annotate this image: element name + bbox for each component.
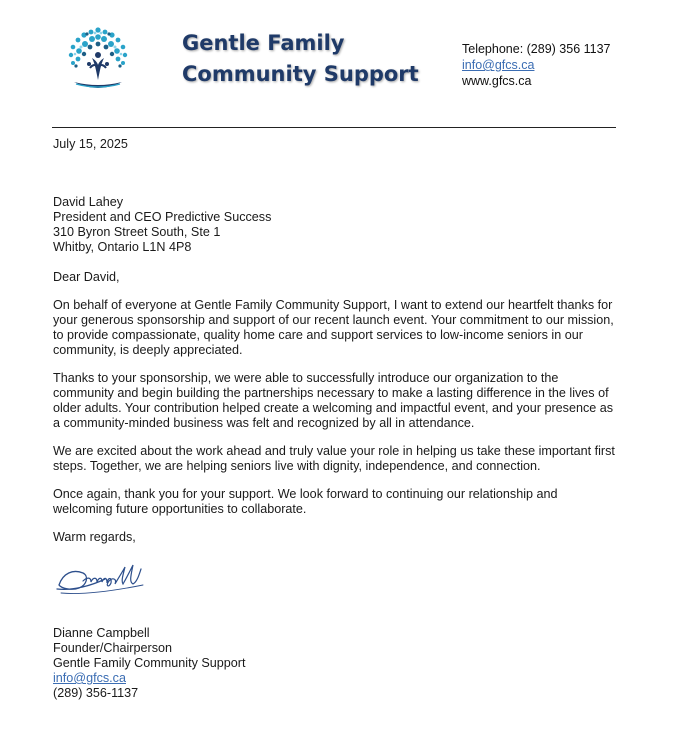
org-name-heading xyxy=(182,28,419,90)
closing: Warm regards, xyxy=(53,530,136,544)
body-paragraph-4: Once again, thank you for your support. We look forward to continuing our relationship and welcoming future opportunities to collaborate. xyxy=(53,487,558,516)
recipient-city: Whitby, Ontario L1N 4P8 xyxy=(53,240,192,254)
body-paragraph-1: On behalf of everyone at Gentle Family Community Support, I want to extend our heartfelt thanks for your generous sponsorship and support of our recent launch event. Your commitment to our mission, to provide compassionate, quality home care and support services to low-income seniors in our community, is deeply appreciated. xyxy=(53,298,614,357)
header-website: www.gfcs.ca xyxy=(462,74,532,88)
signer-title: Founder/Chairperson xyxy=(53,641,173,655)
recipient-street: 310 Byron Street South, Ste 1 xyxy=(53,225,221,239)
header-contact-block xyxy=(462,41,611,89)
recipient-name: David Lahey xyxy=(53,195,124,209)
signer-email-link[interactable]: info@gfcs.ca xyxy=(53,671,126,685)
letter-date: July 15, 2025 xyxy=(53,137,128,151)
signer-org: Gentle Family Community Support xyxy=(53,656,246,670)
tree-logo-icon xyxy=(62,24,134,96)
salutation: Dear David, xyxy=(53,270,120,284)
handwritten-signature xyxy=(53,555,163,599)
signer-name: Dianne Campbell xyxy=(53,626,150,640)
org-name-line1: Gentle Family xyxy=(182,31,345,55)
header-divider xyxy=(52,127,616,128)
recipient-title: President and CEO Predictive Success xyxy=(53,210,272,224)
recipient-address xyxy=(53,195,618,255)
letter-body xyxy=(53,137,618,701)
header-email-link[interactable]: info@gfcs.ca xyxy=(462,58,535,72)
signer-block xyxy=(53,626,618,701)
signer-phone: (289) 356-1137 xyxy=(53,686,139,700)
org-name-line2: Community Support xyxy=(182,62,419,86)
body-paragraph-2: Thanks to your sponsorship, we were able to successfully introduce our organization to the community and begin building the partnerships necessary to make a lasting difference in the lives of older adults. Your contribution helped create a welcoming and impactful event, and your presence as a community-minded business was felt and recognized by all in attendance. xyxy=(53,371,614,430)
body-paragraph-3: We are excited about the work ahead and truly value your role in helping us take these important first steps. Together, we are helping seniors live with dignity, independence, and connection. xyxy=(53,444,615,473)
header-telephone: Telephone: (289) 356 1137 xyxy=(462,42,611,56)
